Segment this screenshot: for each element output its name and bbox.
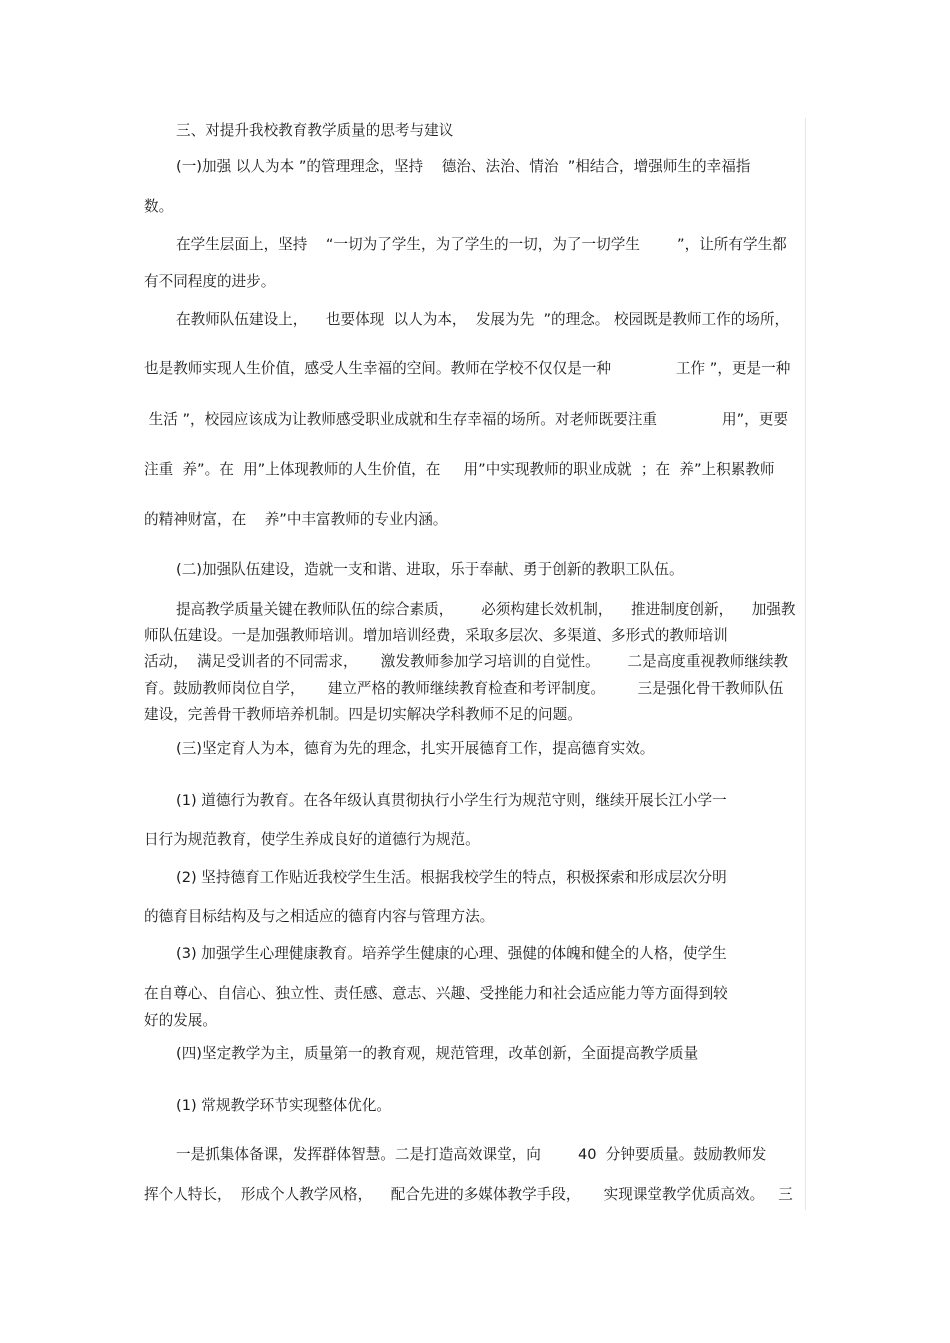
text-line: 注重 养”。在 用”上体现教师的人生价值，在 用”中实现教师的职业成就 ；在 养”上积累教师 (144, 461, 775, 478)
text-line: 有不同程度的进步。 (144, 273, 276, 290)
text-line: 建设，完善骨干教师培养机制。四是切实解决学科教师不足的问题。 (144, 706, 582, 723)
text-line: 好的发展。 (144, 1012, 217, 1029)
text-line: (一)加强 以人为本 ”的管理理念，坚持 德治、法治、情治 ”相结合，增强师生的幸福指 (176, 158, 751, 175)
text-line: 的精神财富，在 养”中丰富教师的专业内涵。 (144, 511, 448, 528)
text-line: 数。 (144, 198, 174, 215)
text-line: 提高教学质量关键在教师队伍的综合素质， 必须构建长效机制， 推进制度创新， 加强教 (176, 601, 796, 618)
text-line: 的德育目标结构及与之相适应的德育内容与管理方法。 (144, 908, 495, 925)
text-line: 也是教师实现人生价值，感受人生幸福的空间。教师在学校不仅仅是一种 工作 ”，更是一种 (144, 360, 791, 377)
text-line: 在学生层面上，坚持 “一切为了学生，为了学生的一切，为了一切学生 ”，让所有学生都 (176, 236, 787, 253)
margin-line (805, 118, 806, 1210)
text-line: 生活 ”，校园应该成为让教师感受职业成就和生存幸福的场所。对老师既要注重 用”，更要 (144, 411, 788, 428)
text-line: (2) 坚持德育工作贴近我校学生生活。根据我校学生的特点，积极探索和形成层次分明 (176, 869, 727, 886)
text-line: 活动， 满足受训者的不同需求， 激发教师参加学习培训的自觉性。 二是高度重视教师继续教 (144, 653, 789, 670)
text-line: 一是抓集体备课，发挥群体智慧。二是打造高效课堂，向 40 分钟要质量。鼓励教师发 (176, 1146, 767, 1163)
text-line: 在教师队伍建设上， 也要体现 以人为本， 发展为先 ”的理念。 校园既是教师工作的场所， (176, 311, 790, 328)
text-line: (1) 常规教学环节实现整体优化。 (176, 1097, 392, 1114)
text-line: (1) 道德行为教育。在各年级认真贯彻执行小学生行为规范守则，继续开展长江小学一 (176, 792, 727, 809)
text-line: 日行为规范教育，使学生养成良好的道德行为规范。 (144, 831, 480, 848)
text-line: 在自尊心、自信心、独立性、责任感、意志、兴趣、受挫能力和社会适应能力等方面得到较 (144, 985, 728, 1002)
text-line: 育。鼓励教师岗位自学， 建立严格的教师继续教育检查和考评制度。 三是强化骨干教师队伍 (144, 680, 784, 697)
text-line: 挥个人特长， 形成个人教学风格， 配合先进的多媒体教学手段， 实现课堂教学优质高效。 三 (144, 1186, 793, 1203)
text-line: (二)加强队伍建设，造就一支和谐、进取，乐于奉献、勇于创新的教职工队伍。 (176, 561, 684, 578)
text-line: (3) 加强学生心理健康教育。培养学生健康的心理、强健的体魄和健全的人格，使学生 (176, 945, 727, 962)
text-line: (四)坚定教学为主，质量第一的教育观，规范管理，改革创新，全面提高教学质量 (176, 1045, 699, 1062)
text-line: (三)坚定育人为本，德育为先的理念，扎实开展德育工作，提高德育实效。 (176, 740, 655, 757)
text-line: 三、对提升我校教育教学质量的思考与建议 (176, 122, 454, 139)
text-line: 师队伍建设。一是加强教师培训。增加培训经费，采取多层次、多渠道、多形式的教师培训 (144, 627, 728, 644)
